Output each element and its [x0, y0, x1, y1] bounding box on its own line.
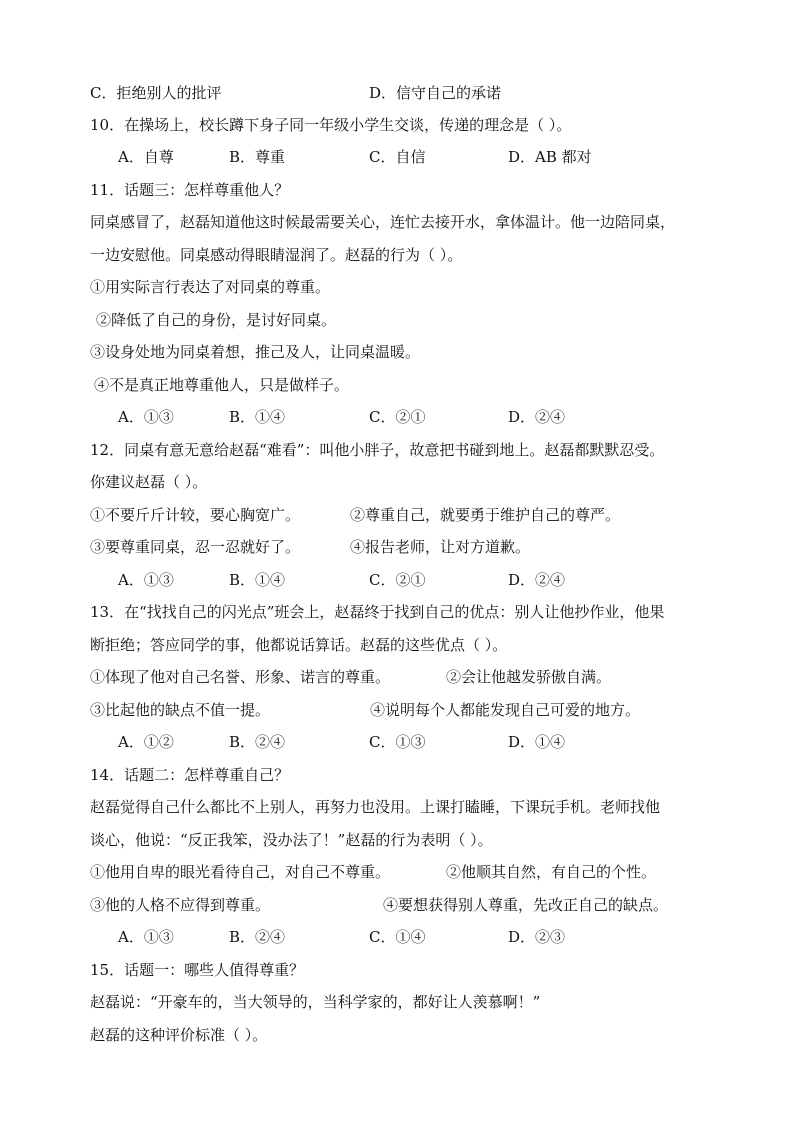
q13-option-a: A．①② [118, 733, 174, 751]
q14-statement-4: ④要想获得别人尊重，先改正自己的缺点。 [383, 896, 669, 914]
q15-topic: 15．话题一：哪些人值得尊重？ [90, 961, 305, 979]
q12-stem-line2: 你建议赵磊（ ）。 [90, 473, 208, 491]
q14-option-a: A．①③ [118, 928, 174, 946]
q11-statement-2: ②降低了自己的身份，是讨好同桌。 [96, 311, 337, 329]
q10-stem: 10．在操场上，校长蹲下身子同一年级小学生交谈，传递的理念是（ ）。 [90, 116, 572, 134]
q10-option-a: A．自尊 [118, 148, 174, 166]
q14-topic: 14．话题二：怎样尊重自己？ [90, 766, 290, 784]
q11-option-d: D．②④ [508, 408, 566, 426]
q10-option-c: C．自信 [369, 148, 426, 166]
q13-option-d: D．①④ [508, 733, 566, 751]
q13-stem-line2: 断拒绝；答应同学的事，他都说话算话。赵磊的这些优点（ ）。 [90, 636, 508, 654]
q11-passage-line1: 同桌感冒了，赵磊知道他这时候最需要关心，连忙去接开水，拿体温计。他一边陪同桌， [90, 213, 676, 231]
q12-statement-2: ②尊重自己，就要勇于维护自己的尊严。 [350, 506, 621, 524]
q11-statement-3: ③设身处地为同桌着想，推己及人，让同桌温暖。 [90, 343, 421, 361]
q14-option-b: B．②④ [229, 928, 286, 946]
q10-option-b: B．尊重 [229, 148, 286, 166]
q13-statement-4: ④说明每个人都能发现自己可爱的地方。 [370, 701, 641, 719]
q13-statement-1: ①体现了他对自己名誉、形象、诺言的尊重。 [90, 668, 391, 686]
q10-option-d: D．AB 都对 [508, 148, 592, 166]
q15-passage-line2: 赵磊的这种评价标准（ ）。 [90, 1026, 268, 1044]
q11-statement-1: ①用实际言行表达了对同桌的尊重。 [90, 278, 331, 296]
q12-option-b: B．①④ [229, 571, 286, 589]
q13-option-c: C．①③ [369, 733, 426, 751]
q13-stem-line1: 13．在“找找自己的闪光点”班会上，赵磊终于找到自己的优点：别人让他抄作业，他果 [90, 603, 665, 621]
q12-statement-4: ④报告老师，让对方道歉。 [350, 538, 531, 556]
q13-statement-3: ③比起他的缺点不值一提。 [90, 701, 271, 719]
q14-statement-2: ②他顺其自然，有自己的个性。 [446, 863, 657, 881]
q13-option-b: B．②④ [229, 733, 286, 751]
q12-statement-3: ③要尊重同桌，忍一忍就好了。 [90, 538, 301, 556]
q12-stem-line1: 12．同桌有意无意给赵磊“难看”：叫他小胖子，故意把书碰到地上。赵磊都默默忍受。 [90, 441, 665, 459]
q14-passage-line1: 赵磊觉得自己什么都比不上别人，再努力也没用。上课打瞌睡，下课玩手机。老师找他 [90, 798, 661, 816]
q14-statement-1: ①他用自卑的眼光看待自己，对自己不尊重。 [90, 863, 391, 881]
q11-topic: 11．话题三：怎样尊重他人？ [90, 181, 290, 199]
q12-option-a: A．①③ [118, 571, 174, 589]
q14-passage-line2: 谈心，他说：“反正我笨，没办法了！”赵磊的行为表明（ ）。 [90, 831, 493, 849]
q15-passage-line1: 赵磊说：“开豪车的，当大领导的，当科学家的，都好让人羡慕啊！” [90, 993, 541, 1011]
q14-option-c: C．①④ [369, 928, 426, 946]
q11-option-b: B．①④ [229, 408, 286, 426]
q11-option-c: C．②① [369, 408, 426, 426]
q14-statement-3: ③他的人格不应得到尊重。 [90, 896, 271, 914]
q11-statement-4: ④不是真正地尊重他人，只是做样子。 [94, 376, 350, 394]
q9-option-c: C．拒绝别人的批评 [90, 84, 222, 102]
q12-option-d: D．②④ [508, 571, 566, 589]
q12-statement-1: ①不要斤斤计较，要心胸宽广。 [90, 506, 301, 524]
q11-option-a: A．①③ [118, 408, 174, 426]
q12-option-c: C．②① [369, 571, 426, 589]
q13-statement-2: ②会让他越发骄傲自满。 [446, 668, 612, 686]
q11-passage-line2: 一边安慰他。同桌感动得眼睛湿润了。赵磊的行为（ ）。 [90, 246, 463, 264]
q9-option-d: D．信守自己的承诺 [369, 84, 502, 102]
q14-option-d: D．②③ [508, 928, 566, 946]
